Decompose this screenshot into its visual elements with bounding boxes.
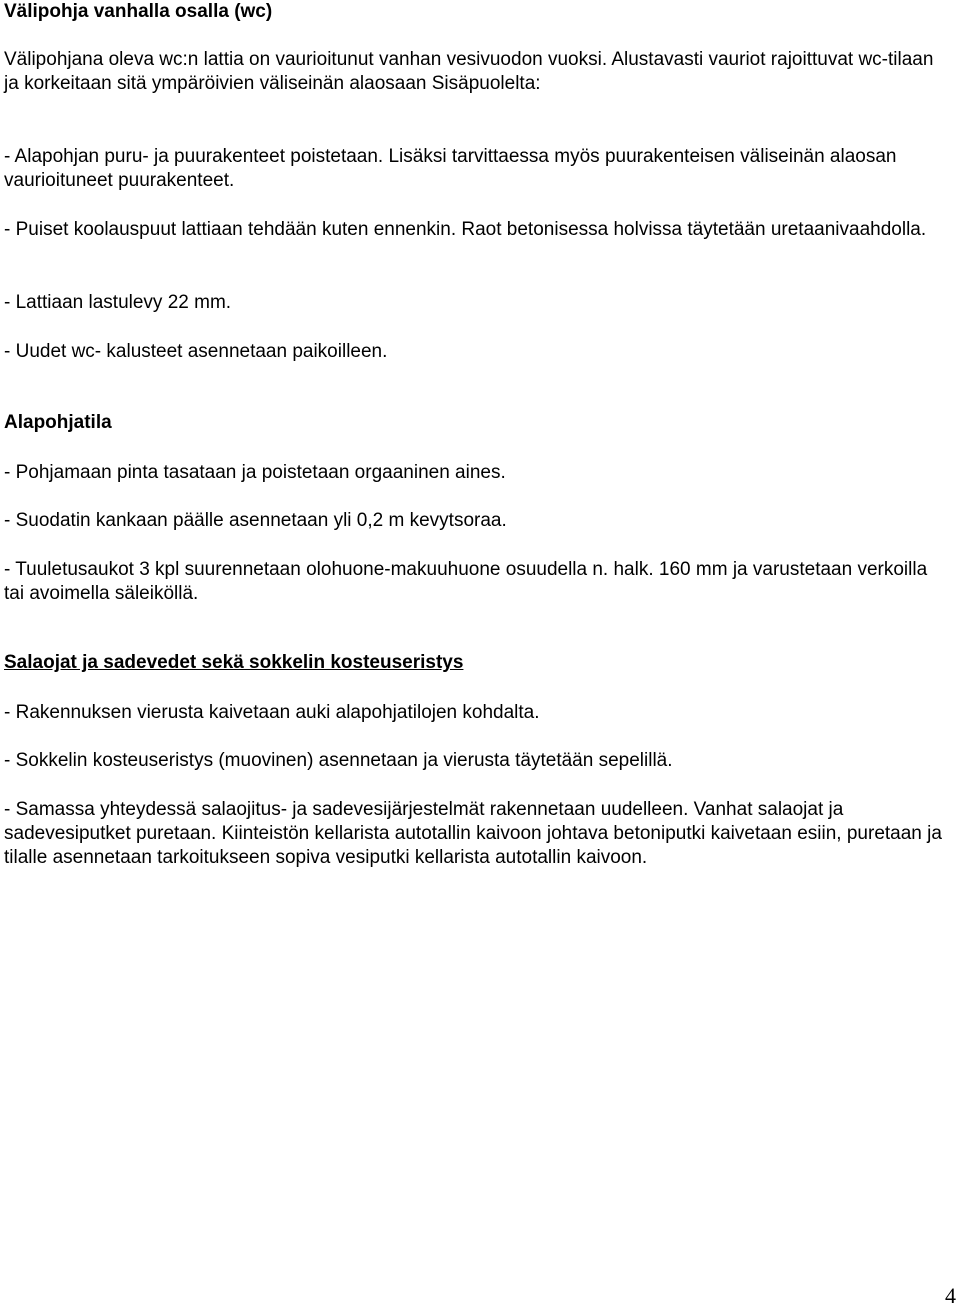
section-title-valipohja: Välipohja vanhalla osalla (wc)	[4, 1, 273, 22]
list-item: - Alapohjan puru- ja puurakenteet poistetaan. Lisäksi tarvittaessa myös puurakenteisen väliseinän alaosan vaurioituneet puurakenteet.	[4, 146, 897, 191]
section-intro-paragraph: Välipohjana oleva wc:n lattia on vaurioitunut vanhan vesivuodon vuoksi. Alustavasti vauriot rajoittuvat wc-tilaan ja korkeitaan sitä ympäröivien väliseinän alaosaan Sisäpuolelta:	[4, 49, 934, 94]
list-item: - Pohjamaan pinta tasataan ja poistetaan orgaaninen aines.	[4, 462, 506, 483]
section-title-alapohjatila: Alapohjatila	[4, 412, 112, 433]
list-item: - Rakennuksen vierusta kaivetaan auki alapohjatilojen kohdalta.	[4, 702, 540, 723]
list-item: - Suodatin kankaan päälle asennetaan yli 0,2 m kevytsoraa.	[4, 510, 507, 531]
section-title-salaojat: Salaojat ja sadevedet sekä sokkelin kosteuseristys	[4, 652, 464, 673]
list-item: - Samassa yhteydessä salaojitus- ja sadevesijärjestelmät rakennetaan uudelleen. Vanhat salaojat ja sadevesiputket puretaan. Kiinteistön kellarista autotallin kaivoon johtava betoniputki kaivetaan esiin, puretaan ja tilalle asennetaan tarkoitukseen sopiva vesiputki kellarista autotallin kaivoon.	[4, 799, 942, 868]
page-number: 4	[945, 1283, 956, 1308]
list-item: - Puiset koolauspuut lattiaan tehdään kuten ennenkin. Raot betonisessa holvissa täytetään uretaanivaahdolla.	[4, 219, 927, 240]
list-item: - Tuuletusaukot 3 kpl suurennetaan olohuone-makuuhuone osuudella n. halk. 160 mm ja varustetaan verkoilla tai avoimella säleiköllä.	[4, 559, 928, 604]
list-item: - Uudet wc- kalusteet asennetaan paikoilleen.	[4, 341, 388, 362]
list-item: - Sokkelin kosteuseristys (muovinen) asennetaan ja vierusta täytetään sepelillä.	[4, 750, 673, 771]
list-item: - Lattiaan lastulevy 22 mm.	[4, 292, 232, 313]
